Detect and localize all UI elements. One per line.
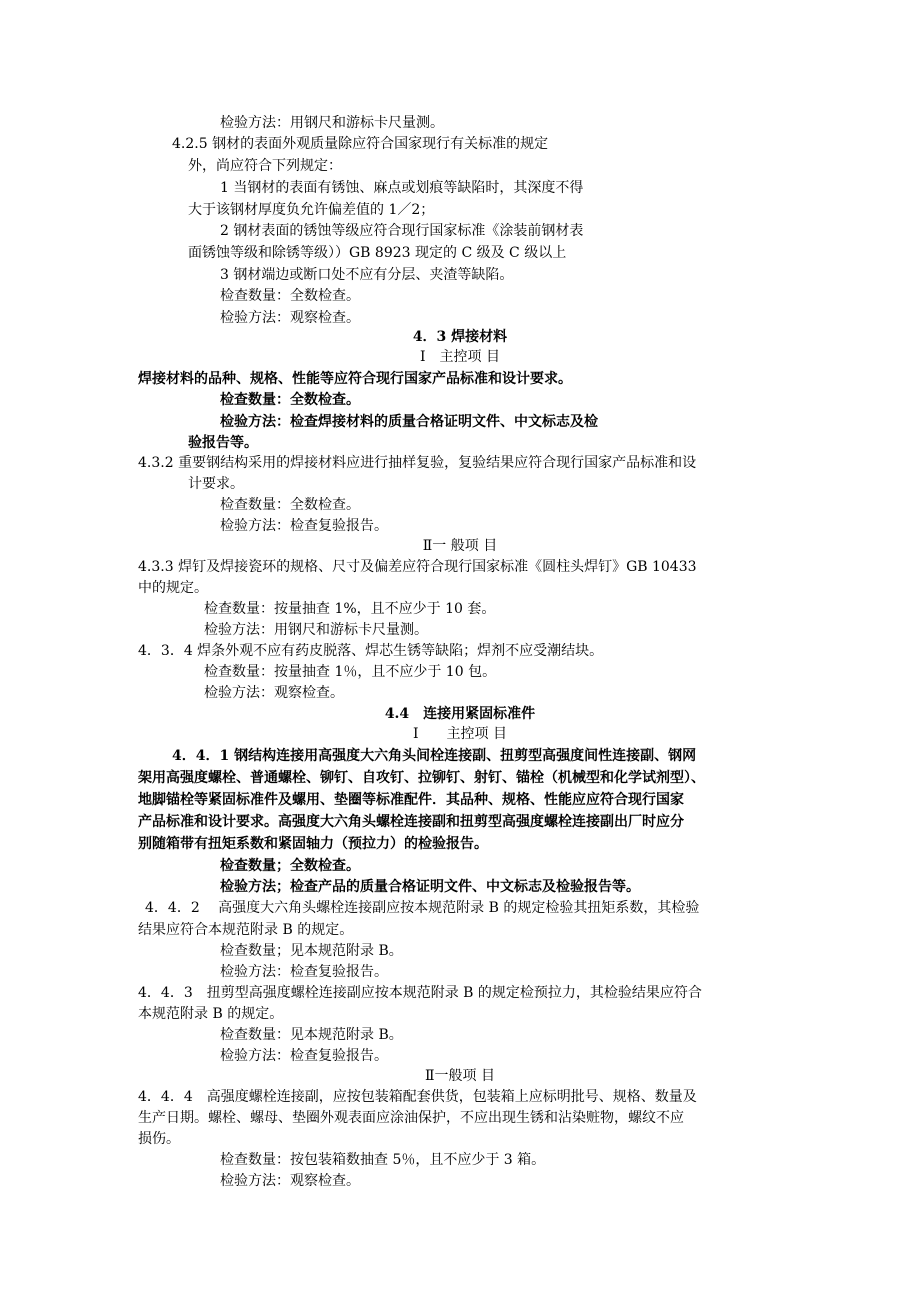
clause-heading: 4．4．1 钢结构连接用高强度大六角头间栓连接副、扭剪型高强度间性连接副、钢网 — [172, 748, 697, 764]
clause-heading: 4.3.3 焊钉及焊接瓷环的规格、尺寸及偏差应符合现行国家标准《圆柱头焊钉》GB 10433 — [138, 559, 697, 575]
clause-heading: 4．4．4 高强度螺栓连接副，应按包装箱配套供货，包装箱上应标明批号、规格、数量及 — [138, 1089, 697, 1105]
text-line: 检查数量：全数检查。 — [220, 392, 360, 408]
text-line: 计要求。 — [188, 476, 244, 492]
text-line: 检验方法：检查焊接材料的质量合格证明文件、中文标志及检 — [220, 414, 598, 430]
text-line: 焊接材料的品种、规格、性能等应符合现行国家产品标准和设计要求。 — [138, 371, 572, 387]
text-line: 检查数量：全数检查。 — [220, 497, 360, 513]
text-line: 损伤。 — [138, 1131, 180, 1147]
text-line: 检查数量：按量抽查 1%，且不应少于 10 套。 — [204, 601, 496, 617]
text-line: 2 钢材表面的锈蚀等级应符合现行国家标准《涂装前钢材表 — [220, 223, 584, 239]
text-line: 检验方法：检查复验报告。 — [220, 964, 388, 980]
text-line: 架用高强度螺栓、普通螺栓、铆钉、自攻钉、拉铆钉、射钉、锚栓（机械型和化学试剂型）、 — [138, 770, 705, 786]
text-line: 中的规定。 — [138, 580, 208, 596]
text-line: 外，尚应符合下列规定： — [188, 158, 342, 174]
text-line: 产品标准和设计要求。高强度大六角头螺栓连接副和扭剪型高强度螺栓连接副出厂时应分 — [138, 814, 684, 830]
subsection-heading: I 主控项 目 — [420, 349, 500, 365]
text-line: 检查数量：按量抽查 1％，且不应少于 10 包。 — [204, 664, 497, 680]
text-line: 面锈蚀等级和除锈等级））GB 8923 现定的 C 级及 C 级以上 — [188, 245, 567, 261]
text-line: 检查数量；全数检查。 — [220, 858, 360, 874]
clause-heading: 4．4．3 扭剪型高强度螺栓连接副应按本规范附录 B 的规定检预拉力，其检验结果应符合 — [138, 985, 702, 1001]
clause-heading: 4.3.2 重要钢结构采用的焊接材料应进行抽样复验，复验结果应符合现行国家产品标准和设 — [138, 455, 697, 471]
subsection-heading: Ⅱ一 般项 目 — [422, 538, 498, 554]
text-line: 地脚锚栓等紧固标准件及螺用、垫圈等标准配件．其品种、规格、性能应应符合现行国家 — [138, 792, 684, 808]
subsection-heading: Ⅱ一般项 目 — [425, 1068, 495, 1084]
text-line: 检验方法：用钢尺和游标卡尺量测。 — [220, 115, 444, 131]
text-line: 验报告等。 — [188, 435, 258, 451]
text-line: 检验方法：检查复验报告。 — [220, 518, 388, 534]
text-line: 1 当钢材的表面有锈蚀、麻点或划痕等缺陷时，其深度不得 — [220, 180, 584, 196]
text-line: 生产日期。螺栓、螺母、垫圈外观表面应涂油保护，不应出现生锈和沾染赃物，螺纹不应 — [138, 1110, 684, 1126]
subsection-heading: I 主控项 目 — [413, 726, 507, 742]
text-line: 结果应符合本规范附录 B 的规定。 — [138, 922, 354, 938]
text-line: 检查数量：见本规范附录 B。 — [220, 1027, 403, 1043]
text-line: 检验方法：观察检查。 — [204, 685, 344, 701]
text-line: 检验方法：用钢尺和游标卡尺量测。 — [204, 622, 428, 638]
text-line: 检查数量；见本规范附录 B。 — [220, 943, 403, 959]
clause-heading: 4.2.5 钢材的表面外观质量除应符合国家现行有关标准的规定 — [172, 136, 549, 152]
text-line: 3 钢材端边或断口处不应有分层、夹渣等缺陷。 — [220, 267, 514, 283]
text-line: 检查数量：全数检查。 — [220, 288, 360, 304]
text-line: 检验方法；检查产品的质量合格证明文件、中文标志及检验报告等。 — [220, 879, 640, 895]
clause-heading: 4．3．4 焊条外观不应有药皮脱落、焊芯生锈等缺陷；焊剂不应受潮结块。 — [138, 643, 604, 659]
section-heading: 4.4 连接用紧固标准件 — [384, 706, 536, 722]
text-line: 本规范附录 B 的规定。 — [138, 1006, 284, 1022]
text-line: 别随箱带有扭矩系数和紧固轴力（预拉力）的检验报告。 — [138, 836, 488, 852]
text-line: 检验方法：检查复验报告。 — [220, 1048, 388, 1064]
text-line: 大于该钢材厚度负允许偏差值的 1／2； — [188, 202, 435, 218]
text-line: 检查数量：按包装箱数抽查 5％，且不应少于 3 箱。 — [220, 1152, 546, 1168]
text-line: 检验方法：观察检查。 — [220, 1173, 360, 1189]
clause-heading: 4．4．2 高强度大六角头螺栓连接副应按本规范附录 B 的规定检验其扭矩系数，其检验 — [145, 900, 700, 916]
section-heading: 4．3 焊接材料 — [412, 329, 508, 345]
text-line: 检验方法：观察检查。 — [220, 310, 360, 326]
